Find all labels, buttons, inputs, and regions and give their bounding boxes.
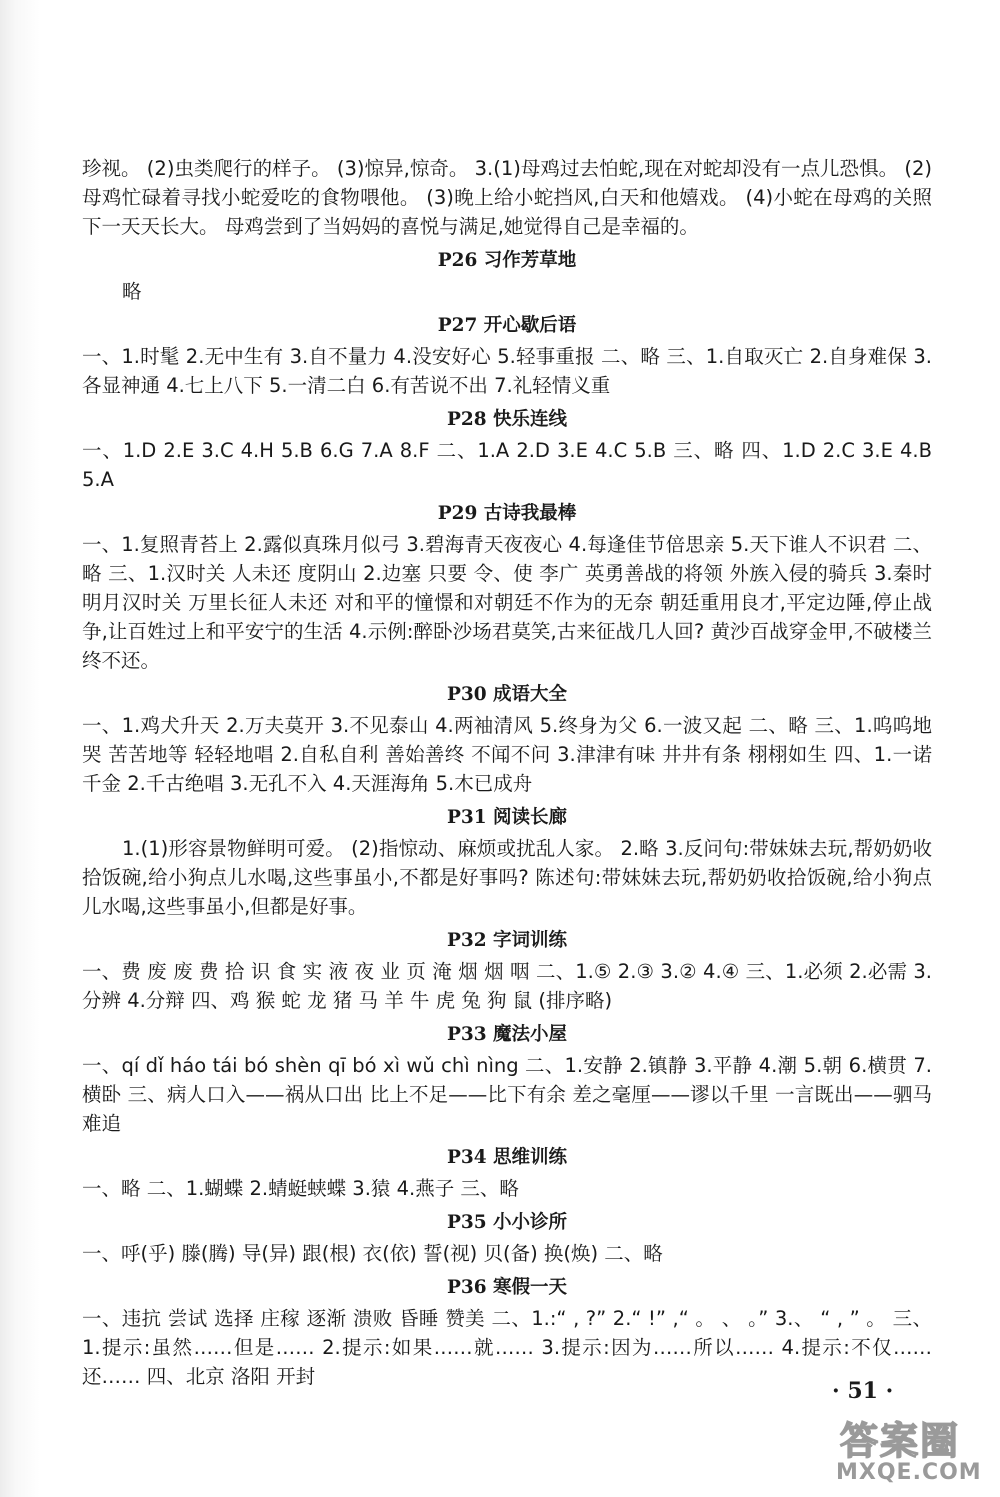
section-code: P35 bbox=[446, 1212, 487, 1233]
section-title-p31 bbox=[82, 805, 932, 831]
section-heading: 习作芳草地 bbox=[483, 250, 577, 271]
section-answers-p30: 一、1.鸡犬升天 2.万夫莫开 3.不见泰山 4.两袖清风 5.终身为父 6.一波又起 二、略 三、1.呜呜地哭 苦苦地等 轻轻地唱 2.自私自利 善始善终 不闻不问 3.津津有味 井井有条 栩栩如生 四、1.一诺千金 2.千古绝唱 3.无孔不入 4.天涯海角 5.木已成舟 bbox=[82, 714, 932, 795]
section-heading: 思维训练 bbox=[493, 1147, 568, 1168]
section-answers-p33: 一、qí dǐ háo tái bó shèn qī bó xì wǔ chì nìng 二、1.安静 2.镇静 3.平静 4.潮 5.朝 6.横贯 7.横卧 三、病人口入——祸从口出 比上不足——比下有余 差之毫厘——谬以千里 一言既出——驷马难追 bbox=[82, 1054, 932, 1135]
section-title-p29 bbox=[82, 501, 932, 527]
section-answers-p31: 1.(1)形容景物鲜明可爱。 (2)指惊动、麻烦或扰乱人家。 2.略 3.反问句:带妹妹去玩,帮奶奶收拾饭碗,给小狗点儿水喝,这些事虽小,不都是好事吗? 陈述句:带妹妹去玩,帮奶奶收拾饭碗,给小狗点儿水喝,这些事虽小,但都是好事。 bbox=[82, 837, 932, 918]
section-title-p33 bbox=[82, 1022, 932, 1048]
section-heading: 小小诊所 bbox=[493, 1212, 568, 1233]
page-number: · 51 · bbox=[832, 1378, 894, 1404]
section-title-p36 bbox=[82, 1275, 932, 1301]
watermark-top-text: 答案圈 bbox=[840, 1419, 961, 1463]
section-title-p32 bbox=[82, 928, 932, 954]
section-heading: 成语大全 bbox=[493, 684, 568, 705]
section-answers-p28: 一、1.D 2.E 3.C 4.H 5.B 6.G 7.A 8.F 二、1.A 2.D 3.E 4.C 5.B 三、略 四、1.D 2.C 3.E 4.B 5.A bbox=[82, 439, 939, 491]
section-answers-p29: 一、1.复照青苔上 2.露似真珠月似弓 3.碧海青天夜夜心 4.每逢佳节倍思亲 5.天下谁人不识君 二、略 三、1.汉时关 人未还 度阴山 2.边塞 只要 令、使 李广 英勇善战的将领 外族入侵的骑兵 3.秦时明月汉时关 万里长征人未还 对和平的憧憬和对朝廷不作为的无奈 朝廷重用良才,平定边陲,停止战争,让百姓过上和平安宁的生活 4.示例:醉卧沙场君莫笑,古来征战几人回? 黄沙百战穿金甲,不破楼兰终不还。 bbox=[82, 533, 932, 672]
answer-content bbox=[82, 154, 939, 1391]
section-title-p35 bbox=[82, 1210, 932, 1236]
section-code: P28 bbox=[446, 409, 487, 430]
section-answers-p36: 一、违抗 尝试 选择 庄稼 逐渐 溃败 昏睡 赞美 二、1.:“ , ?” 2.“ !” ,“ 。 、 。” 3.、 “ , ” 。 三、1.提示:虽然……但是…… 2.提示:如果……就…… 3.提示:因为……所以…… 4.提示:不仅……还…… 四、北京 洛阳 开封 bbox=[82, 1307, 932, 1388]
section-title-p26 bbox=[82, 248, 932, 274]
section-code: P34 bbox=[446, 1147, 487, 1168]
section-code: P27 bbox=[437, 315, 478, 336]
section-code: P31 bbox=[446, 807, 487, 828]
section-heading: 阅读长廊 bbox=[493, 807, 568, 828]
section-title-p30 bbox=[82, 682, 932, 708]
section-heading: 字词训练 bbox=[493, 930, 568, 951]
section-code: P36 bbox=[446, 1277, 487, 1298]
section-heading: 开心歇后语 bbox=[483, 315, 577, 336]
section-title-p27 bbox=[82, 313, 932, 339]
section-code: P33 bbox=[446, 1024, 487, 1045]
section-title-p28 bbox=[82, 407, 932, 433]
section-answers-p27: 一、1.时髦 2.无中生有 3.自不量力 4.没安好心 5.轻事重报 二、略 三、1.自取灭亡 2.自身难保 3.各显神通 4.七上八下 5.一清二白 6.有苦说不出 7.礼轻情义重 bbox=[82, 345, 932, 397]
section-code: P29 bbox=[437, 503, 478, 524]
section-heading: 魔法小屋 bbox=[493, 1024, 568, 1045]
section-code: P30 bbox=[446, 684, 487, 705]
section-heading: 快乐连线 bbox=[493, 409, 568, 430]
section-title-p34 bbox=[82, 1145, 932, 1171]
section-heading: 寒假一天 bbox=[493, 1277, 568, 1298]
watermark-logo bbox=[828, 1410, 996, 1494]
intro-paragraph: 珍视。 (2)虫类爬行的样子。 (3)惊异,惊奇。 3.(1)母鸡过去怕蛇,现在对蛇却没有一点儿恐惧。 (2)母鸡忙碌着寻找小蛇爱吃的食物喂他。 (3)晚上给小蛇挡风,白天和他嬉戏。 (4)小蛇在母鸡的关照下一天天长大。 母鸡尝到了当妈妈的喜悦与满足,她觉得自己是幸福的。 bbox=[82, 157, 932, 238]
section-answers-p34: 一、略 二、1.蝴蝶 2.蜻蜓蛱蝶 3.猿 4.燕子 三、略 bbox=[82, 1177, 519, 1200]
section-code: P32 bbox=[446, 930, 487, 951]
section-heading: 古诗我最棒 bbox=[483, 503, 577, 524]
section-code: P26 bbox=[437, 250, 478, 271]
section-answers-p32: 一、费 废 废 费 拾 识 食 实 液 夜 业 页 淹 烟 烟 咽 二、1.⑤ 2.③ 3.② 4.④ 三、1.必须 2.必需 3.分辨 4.分辩 四、鸡 猴 蛇 龙 猪 马 羊 牛 虎 兔 狗 鼠 (排序略) bbox=[82, 960, 932, 1012]
section-answers-p26: 略 bbox=[122, 280, 142, 303]
sections-container bbox=[82, 248, 939, 1391]
watermark-bottom-text: MXQE.COM bbox=[836, 1460, 982, 1485]
section-answers-p35: 一、呼(乎) 滕(腾) 导(异) 跟(根) 衣(依) 誓(视) 贝(备) 换(焕) 二、略 bbox=[82, 1242, 663, 1265]
